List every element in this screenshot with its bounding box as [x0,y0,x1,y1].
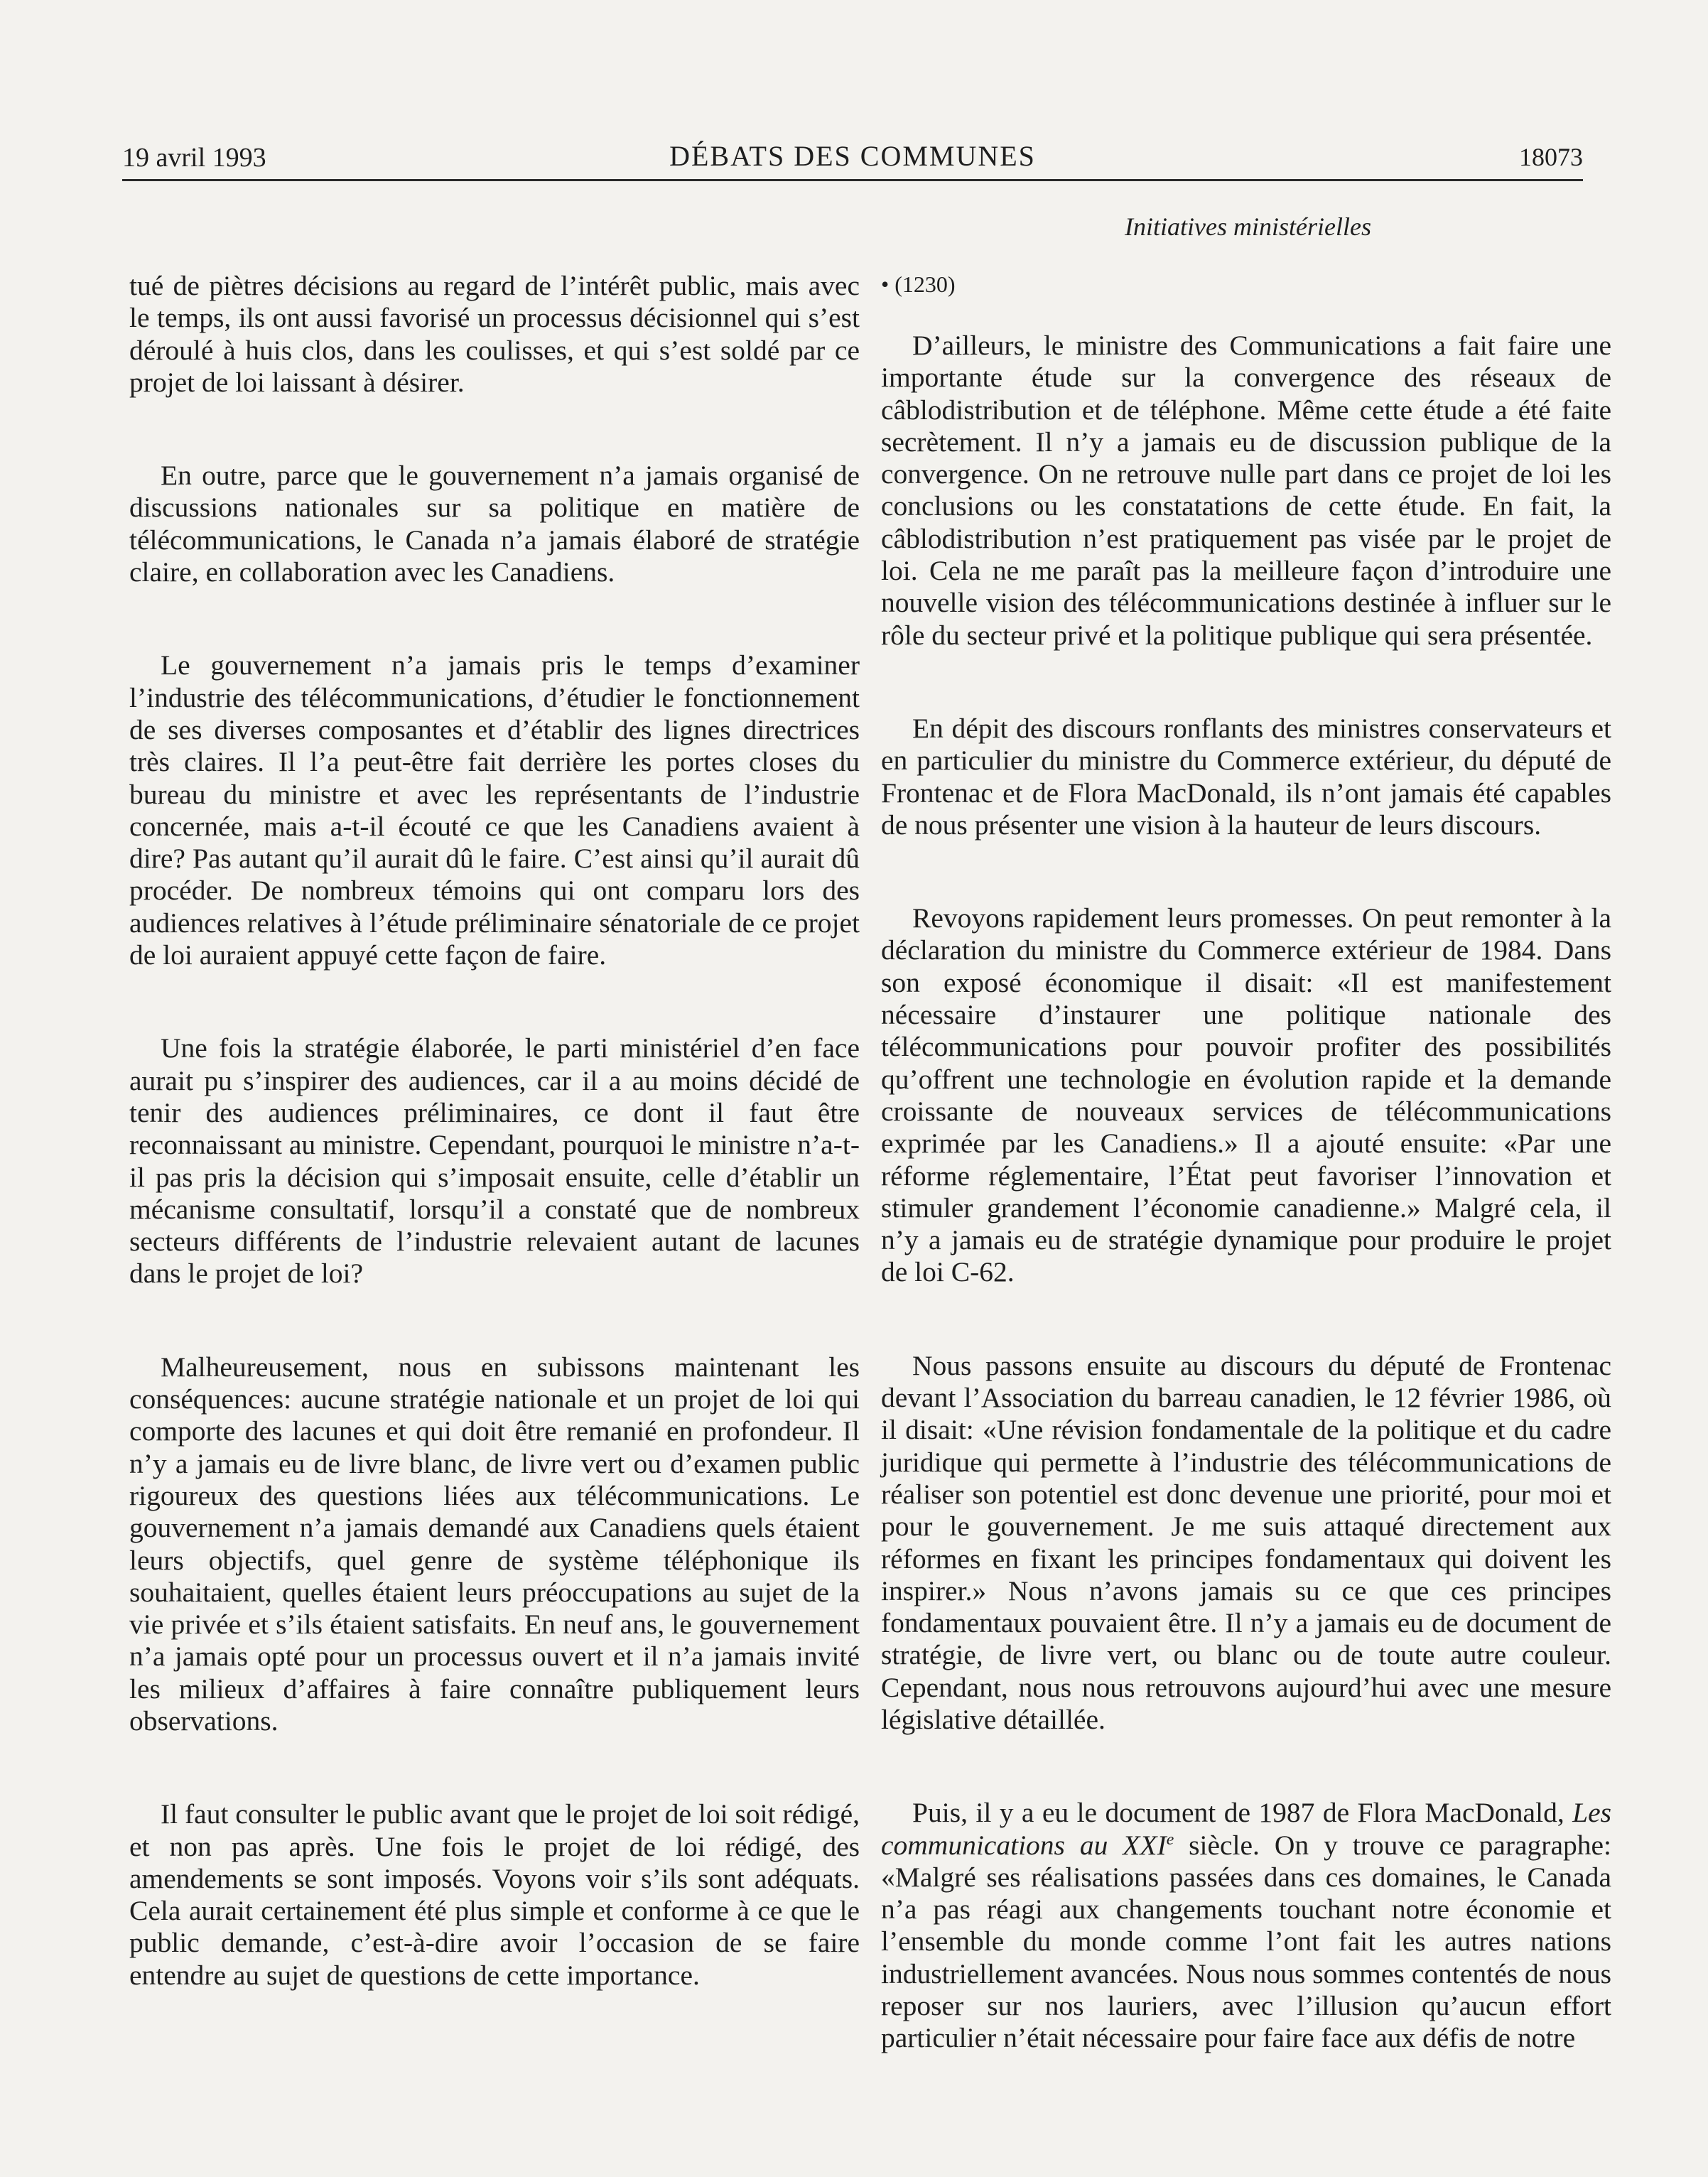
bullet-icon: • [881,271,890,297]
header-page-number: 18073 [1519,143,1583,171]
paragraph-text: Puis, il y a eu le document de 1987 de Flora MacDonald, [912,1797,1573,1829]
section-heading: Initiatives ministérielles [1125,212,1371,241]
right-column [881,270,1611,2055]
header-date: 19 avril 1993 [122,143,266,173]
right-paragraph: D’ailleurs, le ministre des Communications a fait faire une importante étude sur la convergence des réseaux de câblodistribution et de téléphone. Même cette étude a été faite secrètement. Il n’y a jamais eu de discussion publique de la convergence. On ne retrouve nulle part dans ce projet de loi les conclusions ou les constatations de cette étude. En fait, la câblodistribution n’est pratiquement pas visée par le projet de loi. Cela ne me paraît pas la meilleure façon d’introduire une nouvelle vision des télécommunications destinée à influer sur le rôle du secteur privé et la politique publique qui sera présentée. [881,330,1611,651]
right-paragraph-last [881,1797,1611,2054]
document-title-main: Les communications au XXI [881,1797,1611,1861]
left-paragraph: Malheureusement, nous en subissons maintenant les conséquences: aucune stratégie nationale et un projet de loi qui comporte des lacunes et qui doit être remanié en profondeur. Il n’y a jamais eu de livre blanc, de livre vert ou d’examen public rigoureux des questions liées aux télécommunications. Le gouvernement n’a jamais demandé aux Canadiens quels étaient leurs objectifs, quel genre de système téléphonique ils souhaitaient, quelles étaient leurs préoccupations au sujet de la vie privée et s’ils étaient satisfaits. En neuf ans, le gouvernement n’a jamais opté pour un processus ouvert et il n’a jamais invité les milieux d’affaires à faire connaître publiquement leurs observations. [129,1351,860,1736]
right-paragraph: Nous passons ensuite au discours du député de Frontenac devant l’Association du barreau canadien, le 12 février 1986, où il disait: «Une révision fondamentale de la politique et du cadre juridique qui permette à l’industrie des télécommunications de réaliser son potentiel est donc devenue une priorité, pour moi et pour le gouvernement. Je me suis attaqué directement aux réformes en fixant les principes fondamentaux qui doivent les inspirer.» Nous n’avons jamais su ce que ces principes fondamentaux pouvaient être. Il n’y a jamais eu de document de stratégie, de livre vert, ou blanc ou de toute autre couleur. Cependant, nous nous retrouvons aujourd’hui avec une mesure législative détaillée. [881,1349,1611,1735]
header-title: DÉBATS DES COMMUNES [669,140,1036,172]
left-paragraph: Le gouvernement n’a jamais pris le temps d’examiner l’industrie des télécommunications, d’étudier le fonctionnement de ses diverses composantes et d’établir des lignes directrices très claires. Il l’a peut-être fait derrière les portes closes du bureau du ministre et avec les représentants de l’industrie concernée, mais a-t-il écouté ce que les Canadiens avaient à dire? Pas autant qu’il aurait dû le faire. C’est ainsi qu’il aurait dû procéder. De nombreux témoins qui ont comparu lors des audiences relatives à l’étude préliminaire sénatoriale de ce projet de loi auraient appuyé cette façon de faire. [129,649,860,971]
time-label: (1230) [894,271,956,297]
page-header [122,139,1583,179]
paragraph-text: siècle. On y trouve ce paragraphe: «Malgré ses réalisations passées dans ces domaines, le Canada n’a pas réagi aux changements touchant notre économie et l’ensemble du monde comme l’ont fait les autres nations industriellement avancées. Nous nous sommes contentés de nous reposer sur nos lauriers, avec l’illusion qu’aucun effort particulier n’était nécessaire pour faire face aux défis de notre [881,1829,1611,2054]
right-paragraph: Revoyons rapidement leurs promesses. On peut remonter à la déclaration du ministre du Commerce extérieur de 1984. Dans son exposé économique il disait: «Il est manifestement nécessaire d’instaurer une politique nationale des télécommunications pour pouvoir profiter des possibilités qu’offrent une technologie en évolution rapide et la demande croissante de nouveaux services de télécommunications exprimée par les Canadiens.» Il a ajouté ensuite: «Par une réforme réglementaire, l’État peut favoriser l’innovation et stimuler grandement l’économie canadienne.» Malgré cela, il n’y a jamais eu de stratégie dynamique pour produire le projet de loi C-62. [881,902,1611,1288]
left-paragraph: Il faut consulter le public avant que le projet de loi soit rédigé, et non pas après. Une fois le projet de loi rédigé, des amendements se sont imposés. Voyons voir s’ils sont adéquats. Cela aurait certainement été plus simple et conforme à ce que le public demande, c’est-à-dire avoir l’occasion de se faire entendre au sujet de questions de cette importance. [129,1798,860,1991]
document-title-superscript: e [1166,1830,1174,1849]
left-paragraph: En outre, parce que le gouvernement n’a jamais organisé de discussions nationales sur sa politique en matière de télécommunications, le Canada n’a jamais élaboré de stratégie claire, en collaboration avec les Canadiens. [129,460,860,588]
time-marker [881,270,1611,298]
left-paragraph: Une fois la stratégie élaborée, le parti ministériel d’en face aurait pu s’inspirer des audiences, car il a au moins décidé de tenir des audiences préliminaires, ce dont il faut être reconnaissant au ministre. Cependant, pourquoi le ministre n’a-t-il pas pris la décision qui s’imposait ensuite, celle d’établir un mécanisme consultatif, lorsqu’il a constaté que de nombreux secteurs différents de l’industrie relevaient autant de lacunes dans le projet de loi? [129,1032,860,1290]
header-rule [122,179,1583,181]
left-column [129,270,860,1992]
right-paragraph: En dépit des discours ronflants des ministres conservateurs et en particulier du ministre du Commerce extérieur, du député de Frontenac et de Flora MacDonald, ils n’ont jamais été capables de nous présenter une vision à la hauteur de leurs discours. [881,712,1611,841]
left-paragraph: tué de piètres décisions au regard de l’intérêt public, mais avec le temps, ils ont aussi favorisé un processus décisionnel qui s’est déroulé à huis clos, dans les coulisses, et qui s’est soldé par ce projet de loi laissant à désirer. [129,270,860,398]
